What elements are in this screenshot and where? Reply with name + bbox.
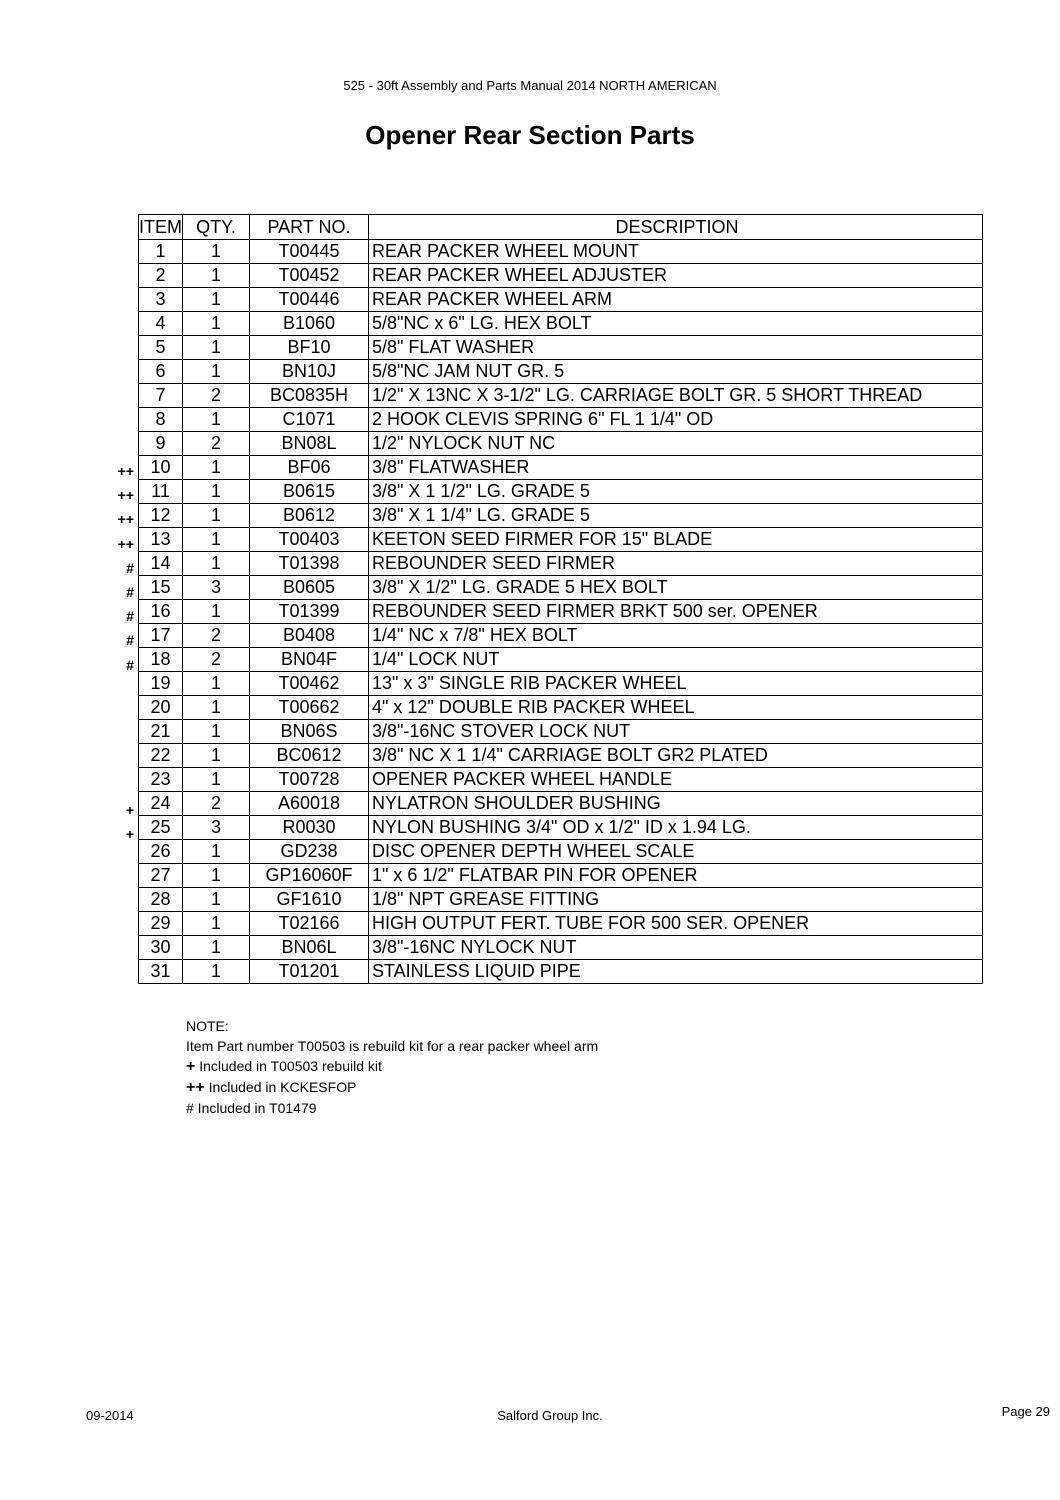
cell-qty: 3 xyxy=(183,816,250,840)
note-plus xyxy=(186,1056,598,1077)
cell-part-no: BN08L xyxy=(250,432,369,456)
table-row xyxy=(139,576,983,600)
cell-qty: 2 xyxy=(183,792,250,816)
footer-page-number: Page 29 xyxy=(1001,1404,1050,1419)
table-row xyxy=(139,384,983,408)
row-marker: + xyxy=(125,825,134,842)
cell-qty: 1 xyxy=(183,360,250,384)
cell-part-no: T00662 xyxy=(250,696,369,720)
plus-symbol: + xyxy=(186,1058,196,1075)
cell-qty: 1 xyxy=(183,840,250,864)
table-row xyxy=(139,624,983,648)
footer-date: 09-2014 xyxy=(86,1408,134,1423)
cell-item: 12 xyxy=(139,504,183,528)
cell-item: 13 xyxy=(139,528,183,552)
cell-description: 3/8"-16NC STOVER LOCK NUT xyxy=(369,720,983,744)
row-marker: ++ xyxy=(117,535,134,552)
cell-description: 3/8" X 1 1/2" LG. GRADE 5 xyxy=(369,480,983,504)
cell-item: 8 xyxy=(139,408,183,432)
note-plus-text: Included in T00503 rebuild kit xyxy=(195,1058,382,1074)
cell-qty: 2 xyxy=(183,432,250,456)
table-row xyxy=(139,480,983,504)
table-row xyxy=(139,744,983,768)
cell-qty: 1 xyxy=(183,480,250,504)
cell-description: OPENER PACKER WHEEL HANDLE xyxy=(369,768,983,792)
cell-item: 19 xyxy=(139,672,183,696)
cell-description: REAR PACKER WHEEL MOUNT xyxy=(369,240,983,264)
cell-description: 3/8" X 1 1/4" LG. GRADE 5 xyxy=(369,504,983,528)
row-marker: # xyxy=(126,632,134,649)
cell-description: REAR PACKER WHEEL ARM xyxy=(369,288,983,312)
cell-item: 27 xyxy=(139,864,183,888)
cell-description: 1/4" NC x 7/8" HEX BOLT xyxy=(369,624,983,648)
header-qty: QTY. xyxy=(183,215,250,240)
row-marker: # xyxy=(126,559,134,576)
row-marker: # xyxy=(126,583,134,600)
cell-qty: 1 xyxy=(183,336,250,360)
cell-qty: 1 xyxy=(183,408,250,432)
cell-part-no: R0030 xyxy=(250,816,369,840)
cell-part-no: BN10J xyxy=(250,360,369,384)
cell-part-no: B0615 xyxy=(250,480,369,504)
cell-qty: 1 xyxy=(183,936,250,960)
cell-part-no: A60018 xyxy=(250,792,369,816)
cell-description: 4" x 12" DOUBLE RIB PACKER WHEEL xyxy=(369,696,983,720)
table-row xyxy=(139,600,983,624)
cell-qty: 1 xyxy=(183,456,250,480)
cell-item: 23 xyxy=(139,768,183,792)
note-double-plus-text: Included in KCKESFOP xyxy=(204,1079,357,1095)
row-marker xyxy=(98,773,138,797)
cell-part-no: BF06 xyxy=(250,456,369,480)
table-row xyxy=(139,528,983,552)
cell-part-no: BC0835H xyxy=(250,384,369,408)
row-marker xyxy=(98,846,138,870)
row-marker: ++ xyxy=(117,487,134,504)
cell-part-no: GD238 xyxy=(250,840,369,864)
header-item: ITEM xyxy=(139,215,183,240)
row-marker xyxy=(98,967,138,991)
cell-part-no: C1071 xyxy=(250,408,369,432)
table-row xyxy=(139,288,983,312)
row-marker: # xyxy=(126,608,134,625)
table-row xyxy=(139,264,983,288)
row-marker xyxy=(98,943,138,967)
cell-item: 6 xyxy=(139,360,183,384)
cell-description: 13" x 3" SINGLE RIB PACKER WHEEL xyxy=(369,672,983,696)
table-row xyxy=(139,912,983,936)
table-row xyxy=(139,792,983,816)
cell-qty: 1 xyxy=(183,960,250,984)
cell-item: 11 xyxy=(139,480,183,504)
cell-part-no: BN06L xyxy=(250,936,369,960)
cell-item: 25 xyxy=(139,816,183,840)
cell-part-no: B1060 xyxy=(250,312,369,336)
cell-part-no: T02166 xyxy=(250,912,369,936)
table-row xyxy=(139,936,983,960)
cell-item: 10 xyxy=(139,456,183,480)
cell-qty: 1 xyxy=(183,288,250,312)
cell-qty: 1 xyxy=(183,672,250,696)
table-row xyxy=(139,456,983,480)
row-marker xyxy=(98,749,138,773)
cell-part-no: GP16060F xyxy=(250,864,369,888)
cell-description: 1/4" LOCK NUT xyxy=(369,648,983,672)
cell-qty: 1 xyxy=(183,312,250,336)
notes-block xyxy=(186,1016,598,1118)
parts-table-body xyxy=(139,240,983,984)
cell-item: 22 xyxy=(139,744,183,768)
cell-item: 29 xyxy=(139,912,183,936)
cell-part-no: T00452 xyxy=(250,264,369,288)
cell-part-no: T00403 xyxy=(250,528,369,552)
cell-description: 5/8" FLAT WASHER xyxy=(369,336,983,360)
cell-qty: 1 xyxy=(183,864,250,888)
table-row xyxy=(139,240,983,264)
note-hash: # Included in T01479 xyxy=(186,1100,317,1116)
row-marker xyxy=(98,894,138,918)
table-row xyxy=(139,960,983,984)
cell-item: 24 xyxy=(139,792,183,816)
cell-item: 20 xyxy=(139,696,183,720)
cell-description: DISC OPENER DEPTH WHEEL SCALE xyxy=(369,840,983,864)
table-row xyxy=(139,360,983,384)
cell-description: 5/8"NC x 6" LG. HEX BOLT xyxy=(369,312,983,336)
cell-description: 3/8" X 1/2" LG. GRADE 5 HEX BOLT xyxy=(369,576,983,600)
cell-qty: 1 xyxy=(183,240,250,264)
cell-description: REBOUNDER SEED FIRMER xyxy=(369,552,983,576)
row-marker xyxy=(98,919,138,943)
cell-description: REBOUNDER SEED FIRMER BRKT 500 ser. OPENER xyxy=(369,600,983,624)
double-plus-symbol: ++ xyxy=(186,1079,205,1096)
cell-qty: 2 xyxy=(183,648,250,672)
row-marker: # xyxy=(126,656,134,673)
table-row xyxy=(139,672,983,696)
cell-qty: 1 xyxy=(183,696,250,720)
table-row xyxy=(139,768,983,792)
note-rebuild-kit: Item Part number T00503 is rebuild kit for a rear packer wheel arm xyxy=(186,1038,599,1054)
cell-item: 18 xyxy=(139,648,183,672)
cell-description: 1/8" NPT GREASE FITTING xyxy=(369,888,983,912)
cell-item: 28 xyxy=(139,888,183,912)
cell-description: 3/8"-16NC NYLOCK NUT xyxy=(369,936,983,960)
cell-part-no: BN06S xyxy=(250,720,369,744)
header-description: DESCRIPTION xyxy=(369,215,983,240)
cell-qty: 1 xyxy=(183,768,250,792)
table-row xyxy=(139,432,983,456)
table-row xyxy=(139,408,983,432)
cell-part-no: T00462 xyxy=(250,672,369,696)
cell-part-no: T00446 xyxy=(250,288,369,312)
row-marker xyxy=(98,870,138,894)
cell-description: NYLON BUSHING 3/4" OD x 1/2" ID x 1.94 LG. xyxy=(369,816,983,840)
cell-item: 16 xyxy=(139,600,183,624)
cell-description: 1/2" NYLOCK NUT NC xyxy=(369,432,983,456)
cell-description: 3/8" NC X 1 1/4" CARRIAGE BOLT GR2 PLATED xyxy=(369,744,983,768)
row-markers xyxy=(98,459,138,991)
cell-qty: 2 xyxy=(183,384,250,408)
cell-description: 3/8" FLATWASHER xyxy=(369,456,983,480)
cell-part-no: BC0612 xyxy=(250,744,369,768)
cell-part-no: T01398 xyxy=(250,552,369,576)
page-title: Opener Rear Section Parts xyxy=(365,120,695,150)
table-row xyxy=(139,720,983,744)
row-marker: ++ xyxy=(117,463,134,479)
cell-item: 17 xyxy=(139,624,183,648)
cell-description: 2 HOOK CLEVIS SPRING 6" FL 1 1/4" OD xyxy=(369,408,983,432)
parts-table xyxy=(138,214,983,984)
cell-qty: 1 xyxy=(183,552,250,576)
cell-qty: 1 xyxy=(183,264,250,288)
cell-item: 30 xyxy=(139,936,183,960)
manual-header: 525 - 30ft Assembly and Parts Manual 2014 NORTH AMERICAN xyxy=(343,78,717,93)
cell-item: 21 xyxy=(139,720,183,744)
cell-part-no: GF1610 xyxy=(250,888,369,912)
table-row xyxy=(139,840,983,864)
table-row xyxy=(139,816,983,840)
cell-item: 4 xyxy=(139,312,183,336)
cell-description: STAINLESS LIQUID PIPE xyxy=(369,960,983,984)
table-row xyxy=(139,696,983,720)
row-marker xyxy=(98,725,138,749)
cell-part-no: B0612 xyxy=(250,504,369,528)
row-marker: + xyxy=(125,801,134,818)
cell-item: 26 xyxy=(139,840,183,864)
table-row xyxy=(139,552,983,576)
cell-item: 1 xyxy=(139,240,183,264)
table-row xyxy=(139,504,983,528)
cell-qty: 1 xyxy=(183,720,250,744)
cell-description: NYLATRON SHOULDER BUSHING xyxy=(369,792,983,816)
cell-item: 9 xyxy=(139,432,183,456)
cell-item: 31 xyxy=(139,960,183,984)
table-row xyxy=(139,312,983,336)
cell-part-no: T01201 xyxy=(250,960,369,984)
cell-item: 15 xyxy=(139,576,183,600)
cell-part-no: T00728 xyxy=(250,768,369,792)
row-marker: ++ xyxy=(117,511,134,528)
cell-qty: 1 xyxy=(183,528,250,552)
header-part-no: PART NO. xyxy=(250,215,369,240)
cell-description: 1/2" X 13NC X 3-1/2" LG. CARRIAGE BOLT GR. 5 SHORT THREAD xyxy=(369,384,983,408)
cell-description: REAR PACKER WHEEL ADJUSTER xyxy=(369,264,983,288)
cell-part-no: T00445 xyxy=(250,240,369,264)
table-row xyxy=(139,648,983,672)
cell-description: 1" x 6 1/2" FLATBAR PIN FOR OPENER xyxy=(369,864,983,888)
cell-part-no: T01399 xyxy=(250,600,369,624)
cell-qty: 3 xyxy=(183,576,250,600)
cell-qty: 1 xyxy=(183,504,250,528)
row-marker xyxy=(98,701,138,725)
cell-item: 2 xyxy=(139,264,183,288)
cell-description: HIGH OUTPUT FERT. TUBE FOR 500 SER. OPENER xyxy=(369,912,983,936)
cell-part-no: BN04F xyxy=(250,648,369,672)
cell-item: 14 xyxy=(139,552,183,576)
cell-part-no: BF10 xyxy=(250,336,369,360)
cell-item: 5 xyxy=(139,336,183,360)
note-double-plus xyxy=(186,1077,598,1098)
cell-part-no: B0408 xyxy=(250,624,369,648)
table-row xyxy=(139,888,983,912)
cell-description: KEETON SEED FIRMER FOR 15" BLADE xyxy=(369,528,983,552)
cell-item: 3 xyxy=(139,288,183,312)
footer-company: Salford Group Inc. xyxy=(497,1408,603,1423)
cell-description: 5/8"NC JAM NUT GR. 5 xyxy=(369,360,983,384)
cell-qty: 1 xyxy=(183,912,250,936)
cell-qty: 2 xyxy=(183,624,250,648)
cell-qty: 1 xyxy=(183,744,250,768)
cell-part-no: B0605 xyxy=(250,576,369,600)
cell-item: 7 xyxy=(139,384,183,408)
cell-qty: 1 xyxy=(183,600,250,624)
row-marker xyxy=(98,677,138,701)
table-header-row xyxy=(139,215,983,240)
table-row xyxy=(139,336,983,360)
notes-heading: NOTE: xyxy=(186,1018,229,1034)
cell-qty: 1 xyxy=(183,888,250,912)
table-row xyxy=(139,864,983,888)
